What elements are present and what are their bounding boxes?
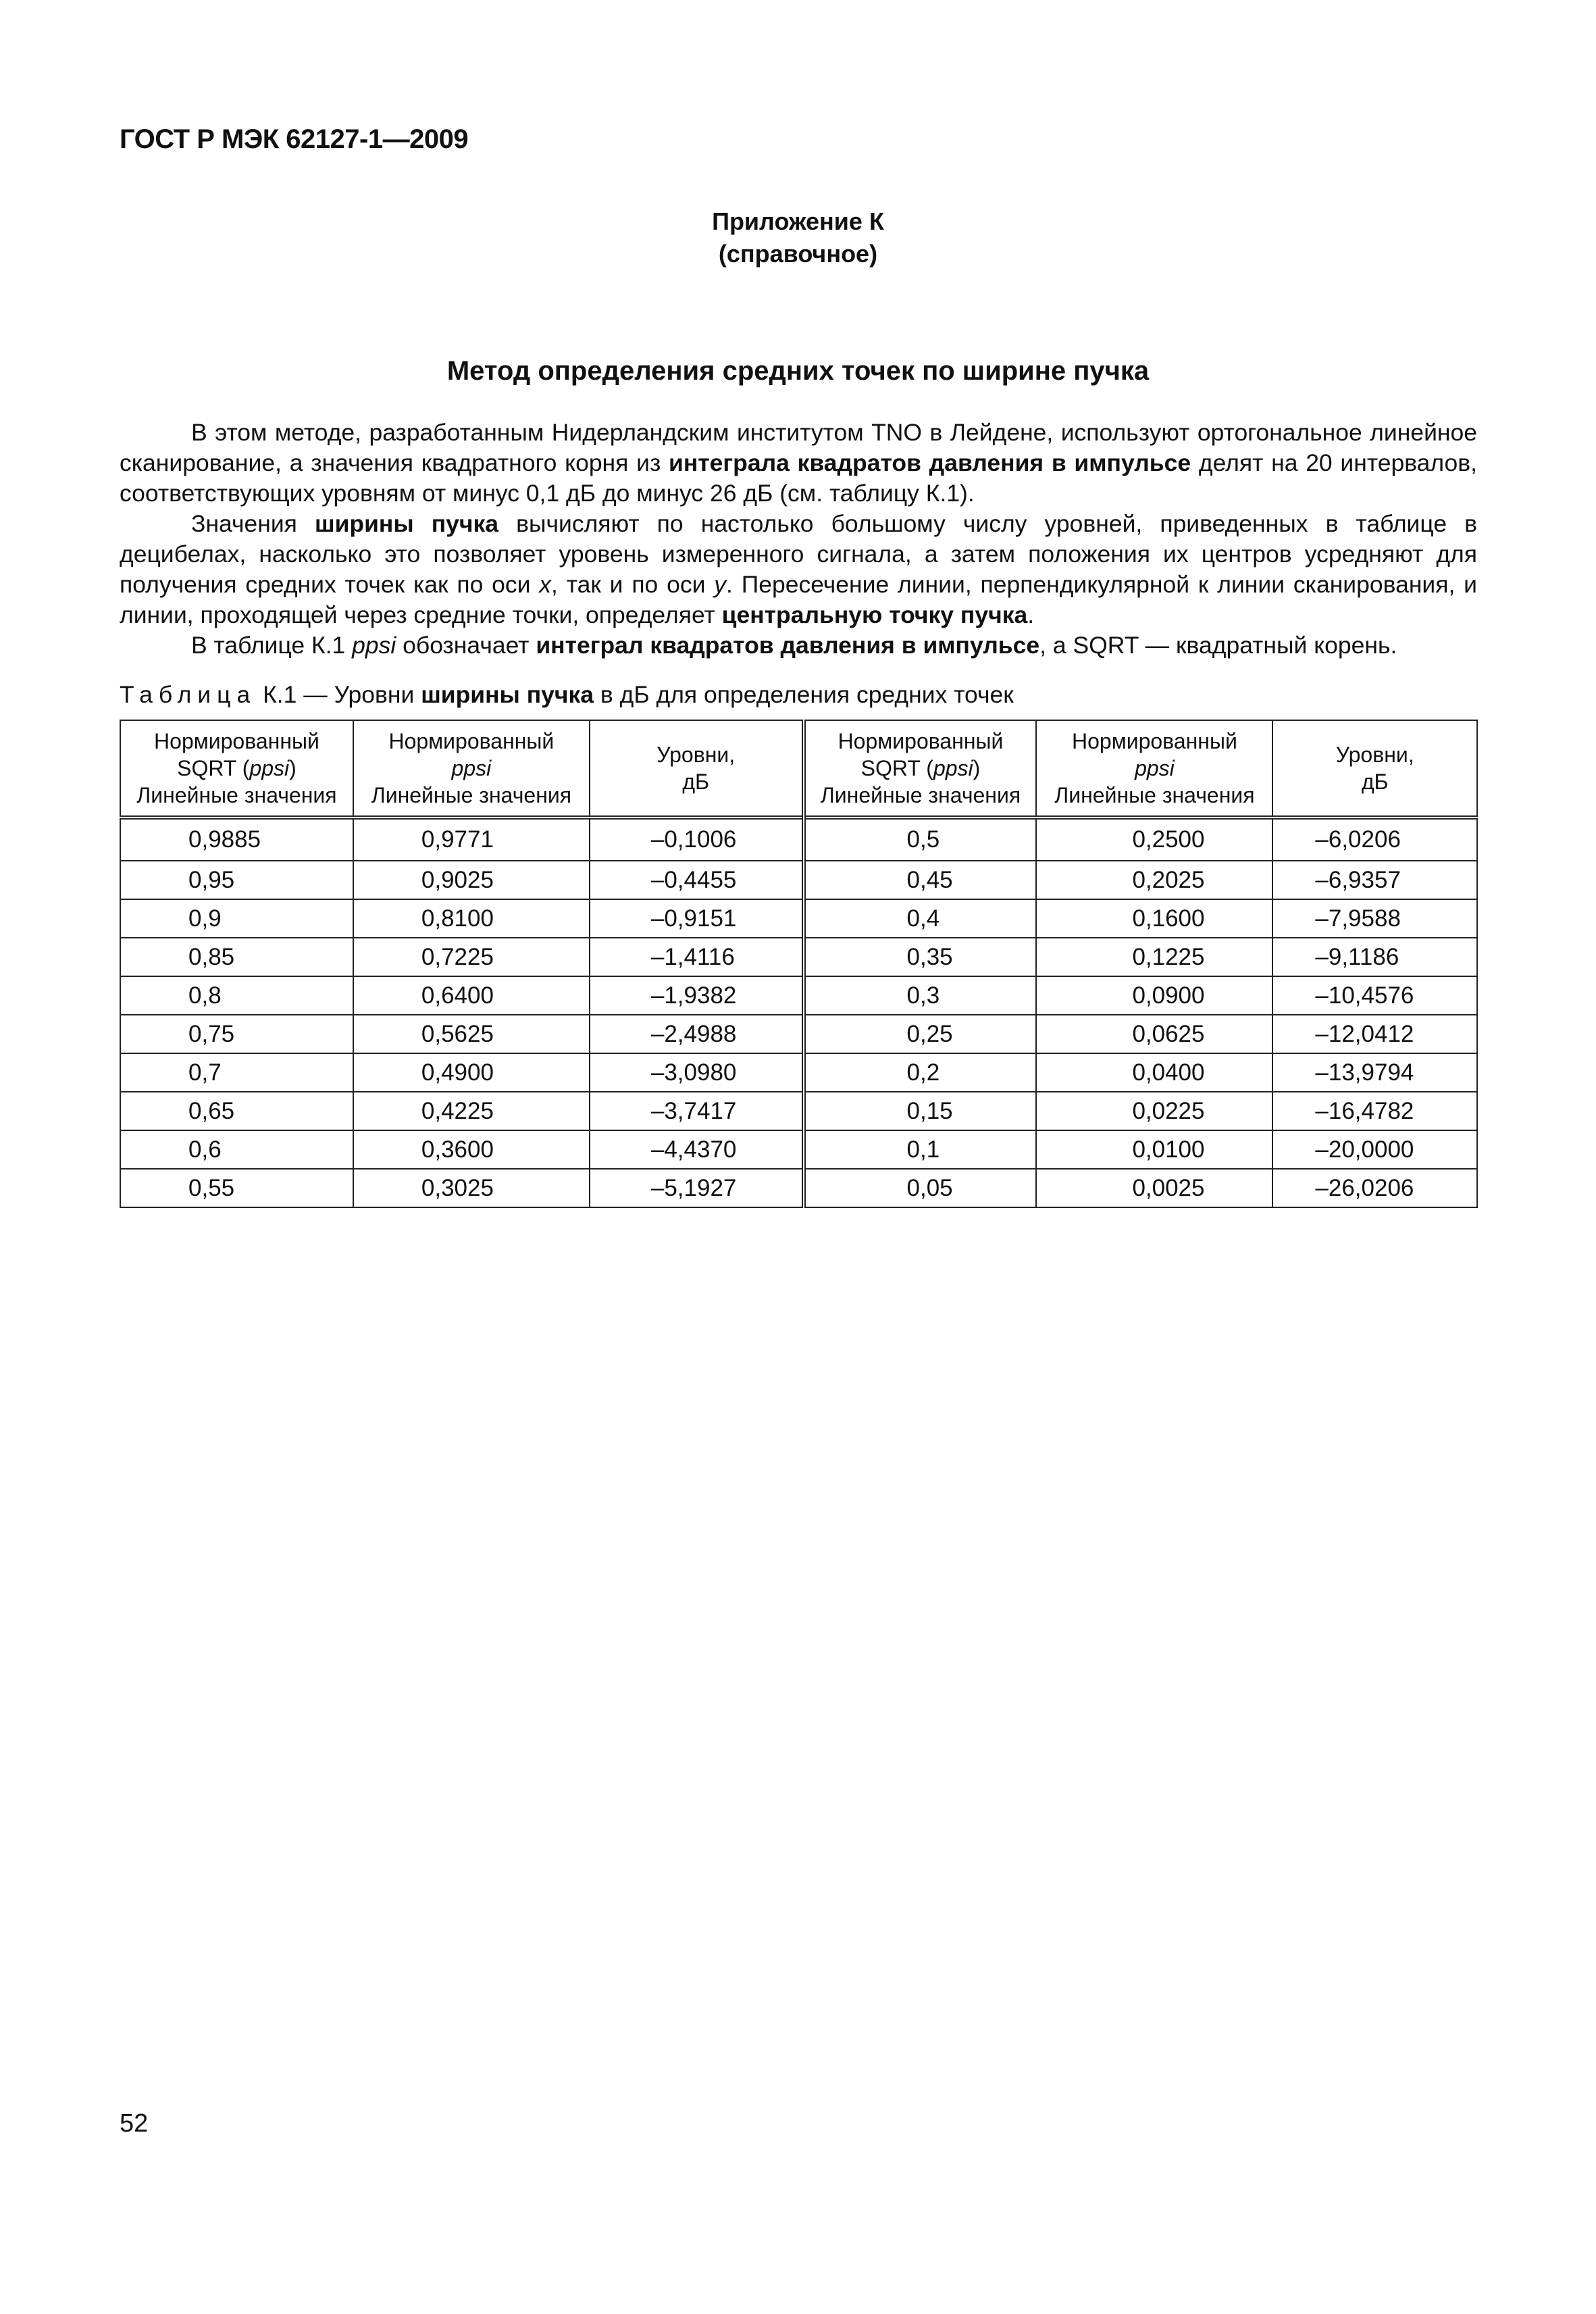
table-caption-bold: ширины пучка (421, 681, 594, 708)
cell-norm-ppsi-1: 0,4900 (353, 1053, 590, 1092)
cell-norm-sqrt-1: 0,55 (120, 1169, 353, 1207)
header-norm-ppsi-1: Нормированный ppsi Линейные значения (353, 720, 590, 818)
cell-levels-2: –16,4782 (1272, 1092, 1477, 1130)
cell-norm-sqrt-1: 0,9 (120, 899, 353, 938)
cell-norm-sqrt-2: 0,45 (804, 861, 1037, 899)
cell-norm-sqrt-2: 0,2 (804, 1053, 1037, 1092)
cell-levels-1: –0,4455 (590, 861, 804, 899)
cell-norm-ppsi-2: 0,0900 (1036, 976, 1272, 1015)
cell-levels-2: –6,0206 (1272, 818, 1477, 861)
table-row (120, 938, 1477, 976)
document-header: ГОСТ Р МЭК 62127-1—2009 (120, 124, 469, 154)
cell-norm-sqrt-2: 0,3 (804, 976, 1037, 1015)
cell-norm-ppsi-2: 0,0625 (1036, 1015, 1272, 1053)
table-row (120, 1053, 1477, 1092)
cell-norm-sqrt-1: 0,6 (120, 1130, 353, 1169)
table-row (120, 1015, 1477, 1053)
cell-norm-ppsi-1: 0,6400 (353, 976, 590, 1015)
cell-norm-ppsi-2: 0,2500 (1036, 818, 1272, 861)
cell-norm-ppsi-1: 0,5625 (353, 1015, 590, 1053)
p2-text-3: , так и по оси (551, 571, 715, 598)
levels-table (120, 720, 1478, 1208)
cell-norm-sqrt-1: 0,75 (120, 1015, 353, 1053)
table-caption-num: К.1 — Уровни (256, 681, 421, 708)
cell-levels-2: –26,0206 (1272, 1169, 1477, 1207)
p2-text-4: . Пересечение линии, перпендикулярной к линии сканирования, и линии, проходящей через средние точки, определяет (120, 571, 1477, 628)
p2-text-1: Значения (191, 510, 315, 537)
cell-norm-ppsi-1: 0,3600 (353, 1130, 590, 1169)
cell-norm-ppsi-1: 0,4225 (353, 1092, 590, 1130)
paragraph-2 (120, 509, 1477, 630)
table-caption (120, 680, 1014, 710)
table-row (120, 861, 1477, 899)
p1-text-1: В этом методе, разработанным Нидерландским институтом TNO в Лейдене, используют ортогональное линейное сканирование, а значения квадратного корня из (120, 419, 1477, 476)
cell-norm-ppsi-2: 0,0400 (1036, 1053, 1272, 1092)
cell-levels-1: –3,0980 (590, 1053, 804, 1092)
table-row (120, 818, 1477, 861)
cell-levels-1: –1,9382 (590, 976, 804, 1015)
p1-bold-1: интеграла квадратов давления в импульсе (669, 449, 1191, 476)
table-row (120, 976, 1477, 1015)
cell-norm-sqrt-1: 0,9885 (120, 818, 353, 861)
p3-bold-1: интеграл квадратов давления в импульсе (536, 632, 1040, 659)
p2-bold-1: ширины пучка (314, 510, 499, 537)
annex-heading (0, 205, 1596, 270)
cell-norm-sqrt-2: 0,15 (804, 1092, 1037, 1130)
page-number: 52 (120, 2109, 149, 2138)
cell-norm-sqrt-2: 0,35 (804, 938, 1037, 976)
cell-levels-1: –5,1927 (590, 1169, 804, 1207)
p3-italic-1: ppsi (352, 632, 396, 659)
cell-norm-sqrt-2: 0,4 (804, 899, 1037, 938)
paragraph-1 (120, 418, 1477, 509)
section-title: Метод определения средних точек по ширине пучка (446, 356, 1150, 386)
header-levels-2: Уровни, дБ (1272, 720, 1477, 818)
table-row (120, 1169, 1477, 1207)
cell-norm-sqrt-1: 0,8 (120, 976, 353, 1015)
cell-norm-ppsi-1: 0,7225 (353, 938, 590, 976)
table-row (120, 1130, 1477, 1169)
cell-norm-ppsi-2: 0,1600 (1036, 899, 1272, 938)
cell-levels-2: –10,4576 (1272, 976, 1477, 1015)
cell-norm-ppsi-2: 0,1225 (1036, 938, 1272, 976)
cell-levels-2: –12,0412 (1272, 1015, 1477, 1053)
cell-norm-sqrt-1: 0,65 (120, 1092, 353, 1130)
cell-norm-ppsi-2: 0,0225 (1036, 1092, 1272, 1130)
cell-norm-sqrt-1: 0,95 (120, 861, 353, 899)
p2-italic-y: y (714, 571, 727, 598)
p1-text-2: делят на 20 интервалов, соответствующих уровням от минус 0,1 дБ до минус 26 дБ (см. таблицу К.1). (120, 449, 1477, 507)
annex-title: Приложение К (712, 207, 884, 235)
cell-levels-2: –13,9794 (1272, 1053, 1477, 1092)
cell-levels-1: –0,9151 (590, 899, 804, 938)
p2-bold-2: центральную точку пучка (721, 601, 1028, 628)
cell-levels-2: –9,1186 (1272, 938, 1477, 976)
table-caption-rest: в дБ для определения средних точек (594, 681, 1014, 708)
table-caption-label: Таблица (120, 681, 257, 708)
p2-italic-x: x (539, 571, 552, 598)
cell-levels-1: –4,4370 (590, 1130, 804, 1169)
table-header-row (120, 720, 1477, 818)
cell-norm-ppsi-1: 0,3025 (353, 1169, 590, 1207)
p3-text-2: обозначает (396, 632, 536, 659)
header-norm-sqrt-1: Нормированный SQRT (ppsi) Линейные значения (120, 720, 353, 818)
header-levels-1: Уровни, дБ (590, 720, 804, 818)
header-norm-sqrt-2: Нормированный SQRT (ppsi) Линейные значения (804, 720, 1037, 818)
p3-text-3: , а SQRT — квадратный корень. (1039, 632, 1397, 659)
cell-norm-sqrt-2: 0,05 (804, 1169, 1037, 1207)
cell-levels-1: –2,4988 (590, 1015, 804, 1053)
cell-norm-ppsi-2: 0,0100 (1036, 1130, 1272, 1169)
header-norm-ppsi-2: Нормированный ppsi Линейные значения (1036, 720, 1272, 818)
cell-norm-sqrt-1: 0,7 (120, 1053, 353, 1092)
cell-levels-1: –0,1006 (590, 818, 804, 861)
annex-type: (справочное) (718, 240, 878, 268)
cell-norm-ppsi-1: 0,9025 (353, 861, 590, 899)
cell-norm-sqrt-2: 0,5 (804, 818, 1037, 861)
cell-norm-sqrt-2: 0,25 (804, 1015, 1037, 1053)
table-row (120, 899, 1477, 938)
cell-levels-1: –3,7417 (590, 1092, 804, 1130)
cell-levels-2: –6,9357 (1272, 861, 1477, 899)
cell-norm-ppsi-1: 0,8100 (353, 899, 590, 938)
p2-text-2: вычисляют по настолько большому числу уровней, приведенных в таблице в децибелах, насколько это позволяет уровень измеренного сигнала, а затем положения их центров усредняют для получения средних точек как по оси (120, 510, 1477, 598)
cell-levels-2: –20,0000 (1272, 1130, 1477, 1169)
cell-norm-ppsi-2: 0,0025 (1036, 1169, 1272, 1207)
cell-norm-sqrt-2: 0,1 (804, 1130, 1037, 1169)
table-body (120, 818, 1477, 1207)
cell-norm-ppsi-1: 0,9771 (353, 818, 590, 861)
cell-norm-sqrt-1: 0,85 (120, 938, 353, 976)
p2-text-5: . (1027, 601, 1035, 628)
paragraph-3 (120, 630, 1477, 661)
body-text (120, 418, 1477, 661)
cell-levels-1: –1,4116 (590, 938, 804, 976)
table-row (120, 1092, 1477, 1130)
p3-text-1: В таблице К.1 (191, 632, 353, 659)
cell-levels-2: –7,9588 (1272, 899, 1477, 938)
cell-norm-ppsi-2: 0,2025 (1036, 861, 1272, 899)
